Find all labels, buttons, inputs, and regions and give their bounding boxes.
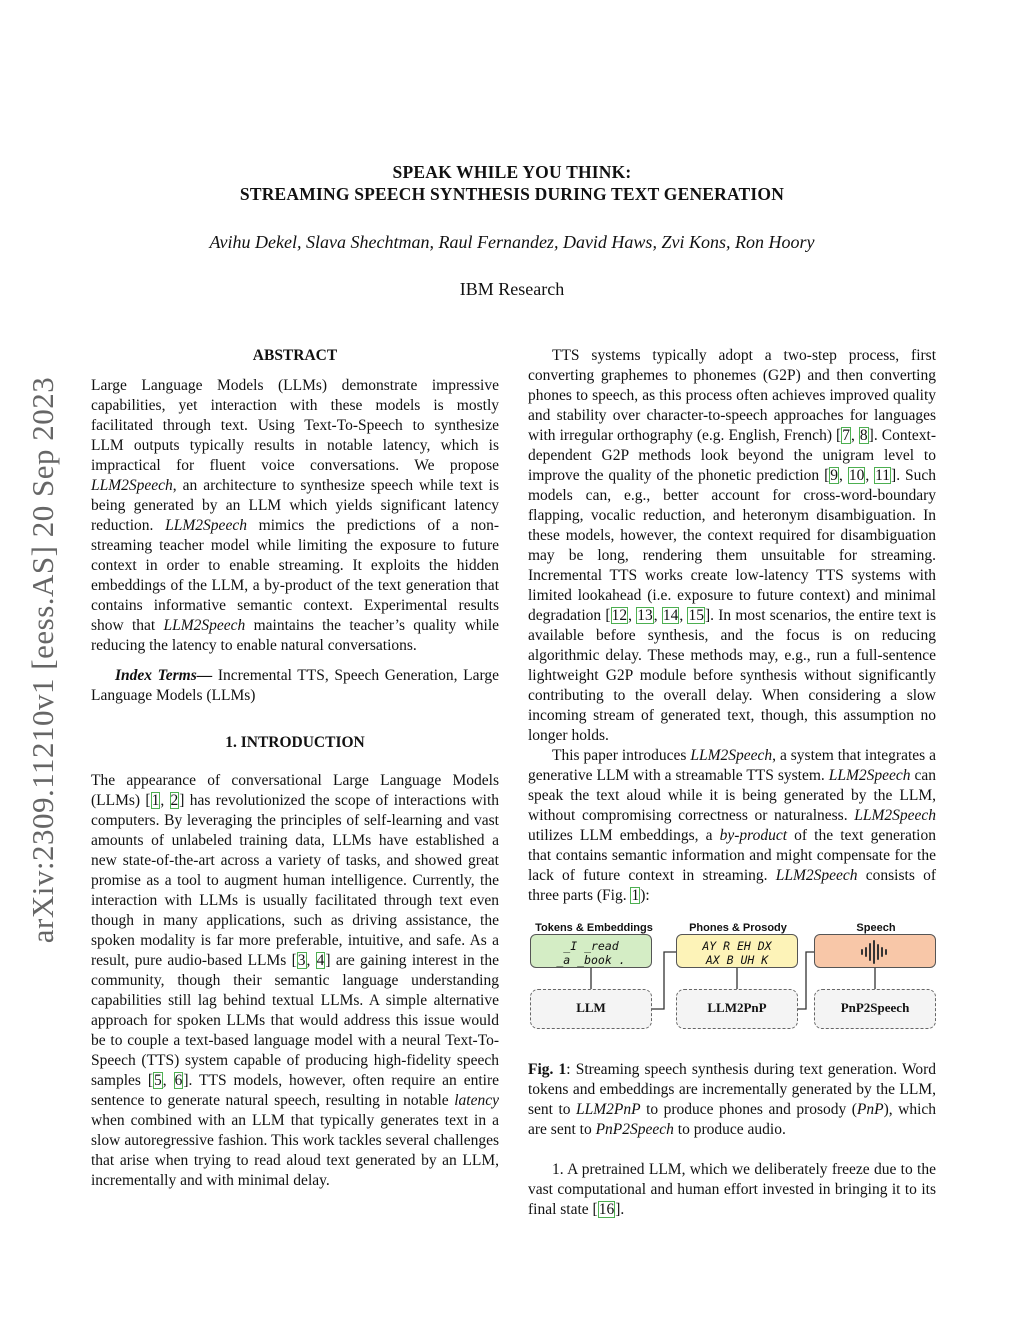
citation-link[interactable]: 9: [830, 467, 839, 484]
abstract-heading: ABSTRACT: [252, 347, 338, 364]
pnp2speech-block: PnP2Speech: [814, 989, 936, 1029]
citation-link[interactable]: 2: [170, 792, 179, 809]
citation-link[interactable]: 10: [848, 467, 865, 484]
authors: Avihu Dekel, Slava Shechtman, Raul Fernandez, David Haws, Zvi Kons, Ron Hoory: [209, 232, 815, 252]
citation-link[interactable]: 16: [598, 1201, 615, 1218]
citation-link[interactable]: 15: [688, 607, 704, 624]
arxiv-sidebar: [18, 340, 68, 980]
citation-link[interactable]: 3: [297, 952, 306, 969]
label-speech: Speech: [856, 922, 896, 934]
right-column: [528, 346, 936, 1220]
arxiv-id: arXiv:2309.11210v1 [eess.AS] 20 Sep 2023: [25, 376, 60, 944]
citation-link[interactable]: 12: [611, 607, 628, 624]
figure-link[interactable]: 1: [631, 887, 640, 904]
g2p-paragraph: TTS systems typically adopt a two-step process, first converting graphemes to phonemes (G2P) and then converting phones to speech, as this process often achieves improved quality and stability over character-to-speech approaches for languages with irregular orthography (e.g. English, French) [7, 8]. Context-dependent G2P methods look beyond the unigram level to improve the quality of the phonetic prediction [9, 10, 11]. Such models can, e.g., better account for cross-word-boundary flapping, vocalic reduction, and heteronym disambiguation. In these models, however, the context required for disambiguation may be long, rendering them unsuitable for streaming. Incremental TTS works create low-latency TTS systems with limited lookahead (i.e. exposure to future context) and minimal degradation [12, 13, 14, 15]. In most scenarios, the entire text is available before synthesis, and the focus is on reducing algorithmic delay. These methods may, e.g., run a full-sentence lightweight G2P module before synthesis without significantly contributing to the overall delay. When considering a slow incoming stream of generated text, though, this assumption no longer holds.: [528, 347, 937, 744]
llm2pnp-block: LLM2PnP: [676, 989, 798, 1029]
index-terms: Index Terms— Incremental TTS, Speech Generation, Large Language Models (LLMs): [91, 667, 500, 704]
list-item-1: 1. A pretrained LLM, which we deliberately freeze due to the vast computational and human effort invested in bringing it to its final state [16].: [528, 1161, 936, 1218]
citation-link[interactable]: 11: [875, 467, 891, 484]
intro-heading: 1. INTRODUCTION: [225, 734, 365, 751]
figure-1: [528, 918, 936, 1048]
figure-caption: Fig. 1: Streaming speech synthesis during text generation. Word tokens and embeddings are incrementally generated by the LLM, sent to LLM2PnP to produce phones and prosody (PnP), which are sent to PnP2Speech to produce audio.: [528, 1061, 937, 1138]
citation-link[interactable]: 5: [154, 1072, 162, 1089]
affiliation: IBM Research: [459, 279, 565, 299]
phones-box: AY R EH DX AX B UH K: [676, 934, 798, 968]
intro-system-paragraph: This paper introduces LLM2Speech, a system that integrates a generative LLM with a streamable TTS system. LLM2Speech can speak the text aloud while it is being generated by the LLM, without compromising correctness or naturalness. LLM2Speech utilizes LLM embeddings, a by-product of the text generation that contains semantic information and might compensate for the lack of future context in streaming. LLM2Speech consists of three parts (Fig. 1):: [528, 747, 936, 904]
citation-link[interactable]: 6: [174, 1072, 183, 1089]
title-line-1: SPEAK WHILE YOU THINK:: [392, 162, 632, 182]
label-phones: Phones & Prosody: [689, 922, 787, 934]
citation-link[interactable]: 14: [662, 607, 679, 624]
label-tokens: Tokens & Embeddings: [535, 922, 653, 934]
llm-block: LLM: [530, 989, 652, 1029]
left-column: [91, 346, 499, 1191]
citation-link[interactable]: 7: [842, 427, 850, 444]
title-line-2: STREAMING SPEECH SYNTHESIS DURING TEXT GENERATION: [239, 184, 785, 204]
citation-link[interactable]: 4: [316, 952, 325, 969]
figure-connectors: [528, 918, 936, 1048]
citation-link[interactable]: 8: [859, 427, 868, 444]
citation-link[interactable]: 1: [151, 792, 160, 809]
abstract-text: Large Language Models (LLMs) demonstrate impressive capabilities, yet interaction with these models is mostly facilitated through text. Using Text-To-Speech to synthesize LLM outputs typically results in notable latency, which is impractical for fluent voice conversations. We propose LLM2Speech, an architecture to synthesize speech while text is being generated by an LLM which yields significant latency reduction. LLM2Speech mimics the predictions of a non-streaming teacher model while limiting the exposure to future context in order to enable streaming. It exploits the hidden embeddings of the LLM, a by-product of the text generation that contains informative semantic context. Experimental results show that LLM2Speech maintains the teacher’s quality while reducing the latency to enable natural conversations.: [91, 377, 500, 654]
citation-link[interactable]: 13: [637, 607, 653, 624]
intro-text: The appearance of conversational Large Language Models (LLMs) [1, 2] has revolutionized the scope of interactions with computers. By leveraging the principles of self-learning and vast amounts of unlabeled training data, LLMs have established a new state-of-the-art across a variety of tasks, and showed great promise as a tool to augment human intelligence. Currently, the interaction with LLMs is usually facilitated through text even though in many applications, such as driving assistance, the spoken modality is far more preferable, intuitive, and safe. As a result, pure audio-based LLMs [3, 4] are gaining interest in the community, though their semantic language understanding capabilities still lag behind textual LLMs. A simple alternative approach for spoken LLMs that would address this issue would be to couple a text-based language model with a neural Text-To-Speech (TTS) system capable of producing high-fidelity speech samples [5, 6]. TTS models, however, often require an entire sentence to generate natural speech, resulting in notable latency when combined with an LLM that typically generates text in a slow autoregressive fashion. This work tackles several challenges that arise when trying to read aloud text generated by an LLM, incrementally and with minimal delay.: [91, 772, 500, 1189]
tokens-box: _I _read _a _book .: [530, 934, 652, 968]
